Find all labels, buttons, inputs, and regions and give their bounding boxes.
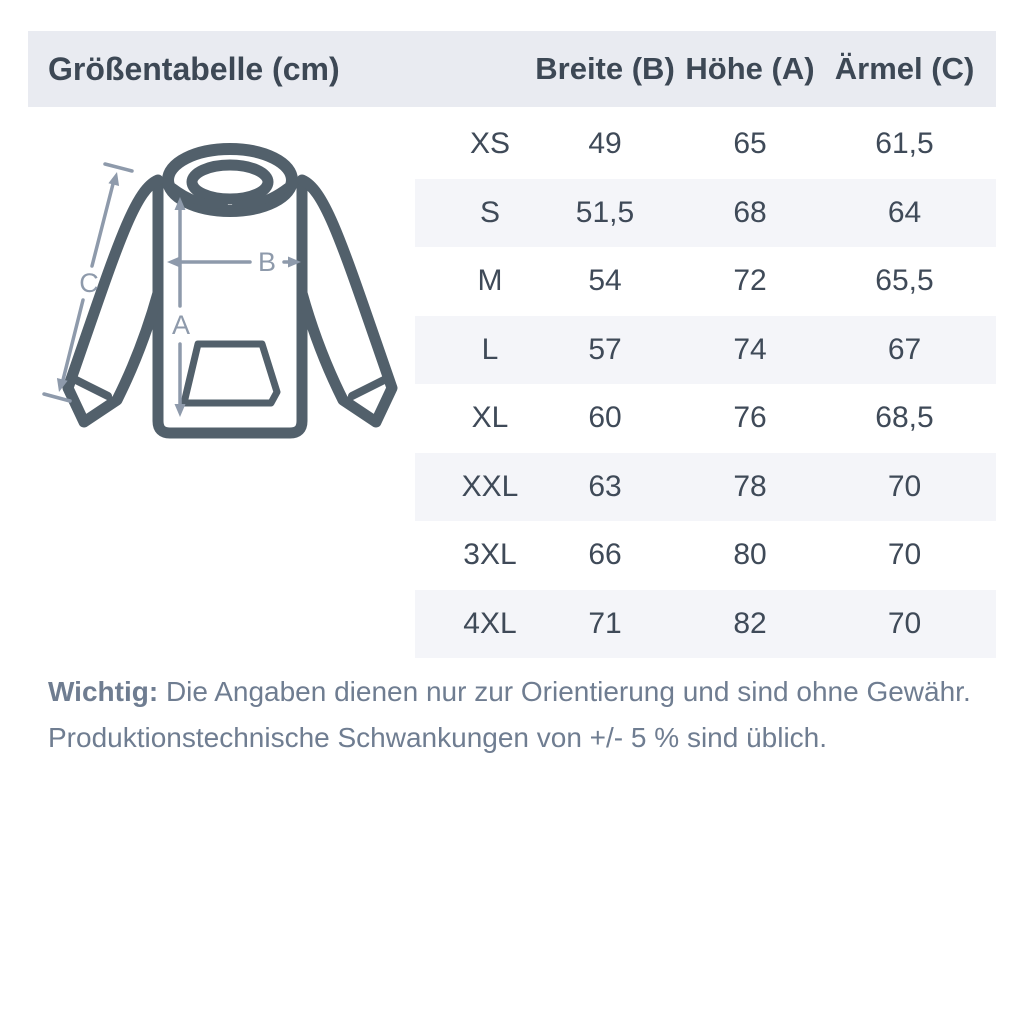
breite-cell: 66: [588, 538, 622, 572]
dimension-label-a: A: [171, 310, 191, 340]
aermel-cell: 61,5: [875, 127, 934, 161]
size-cell: XS: [469, 127, 511, 161]
breite-cell: 63: [588, 469, 622, 503]
aermel-cell: 68,5: [875, 401, 934, 435]
hoodie-cuff-right-line: [352, 380, 384, 396]
disclaimer-line1: [48, 669, 978, 715]
column-headers: [415, 31, 996, 107]
hoehe-cell: 82: [733, 606, 767, 640]
hoehe-cell: 80: [733, 538, 767, 572]
size-cell: 3XL: [463, 538, 517, 572]
size-table: [415, 110, 996, 658]
table-row: [415, 521, 996, 590]
hoodie-pocket-outline: [184, 344, 277, 403]
size-cell: 4XL: [463, 606, 517, 640]
aermel-cell: 70: [887, 469, 922, 503]
breite-cell: 71: [588, 606, 622, 640]
hoehe-cell: 76: [733, 401, 767, 435]
breite-cell: 54: [588, 264, 622, 298]
size-cell: S: [479, 195, 500, 229]
size-cell: L: [481, 332, 499, 366]
disclaimer: [48, 669, 978, 761]
hoodie-diagram-icon: [40, 130, 420, 455]
size-cell: M: [477, 264, 503, 298]
disclaimer-bold: Wichtig:: [48, 676, 159, 707]
aermel-cell: 70: [887, 606, 922, 640]
breite-cell: 49: [588, 127, 622, 161]
breite-cell: 57: [588, 332, 622, 366]
size-cell: XXL: [461, 469, 519, 503]
arrowhead-b-left: [167, 257, 180, 268]
dimension-tick-c-top: [105, 164, 132, 171]
hoehe-cell: 78: [733, 469, 767, 503]
page-title: Größentabelle (cm): [48, 50, 340, 87]
dimension-label-c: C: [79, 268, 99, 298]
dimension-label-b: B: [257, 247, 277, 277]
column-header-aermel: Ärmel (C): [834, 51, 975, 86]
arrowhead-a-bottom: [175, 404, 186, 417]
hoehe-cell: 72: [733, 264, 767, 298]
aermel-cell: 70: [887, 538, 922, 572]
size-cell: XL: [471, 401, 509, 435]
header-band: [28, 31, 996, 107]
arrowhead-c-top: [108, 171, 122, 186]
hood-inner-ring: [192, 165, 268, 199]
hoehe-cell: 74: [733, 332, 767, 366]
table-row: [415, 590, 996, 659]
hoodie-cuff-left-line: [76, 380, 108, 396]
table-row: [415, 316, 996, 385]
breite-cell: 51,5: [575, 195, 635, 229]
hoehe-cell: 68: [733, 195, 767, 229]
hoehe-cell: 65: [733, 127, 767, 161]
table-row: [415, 384, 996, 453]
aermel-cell: 64: [887, 195, 922, 229]
table-row: [415, 110, 996, 179]
column-header-breite: Breite (B): [535, 51, 675, 86]
table-row: [415, 179, 996, 248]
aermel-cell: 65,5: [875, 264, 934, 298]
table-row: [415, 453, 996, 522]
aermel-cell: 67: [887, 332, 922, 366]
breite-cell: 60: [588, 401, 622, 435]
disclaimer-line2: Produktionstechnische Schwankungen von +/- 5 % sind üblich.: [48, 722, 828, 753]
disclaimer-line1-text: Die Angaben dienen nur zur Orientierung und sind ohne Gewähr.: [158, 676, 971, 707]
column-header-hoehe: Höhe (A): [685, 51, 815, 86]
table-row: [415, 247, 996, 316]
